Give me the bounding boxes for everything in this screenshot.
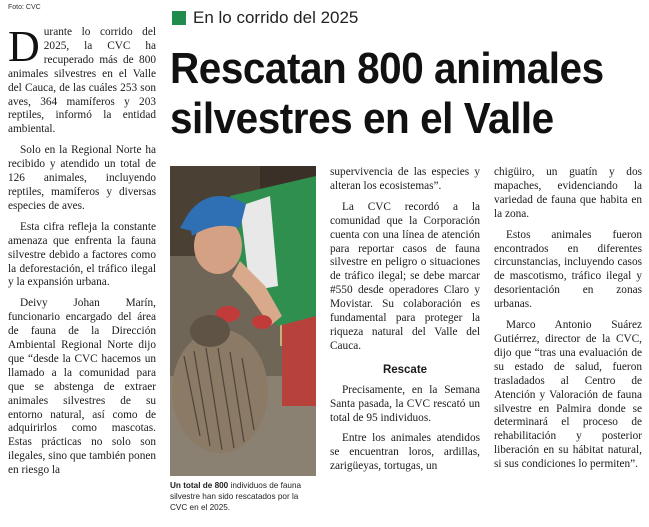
headline-line-2: silvestres en el Valle (170, 94, 554, 143)
article-column-3 (330, 166, 480, 481)
photo-illustration (170, 166, 316, 476)
paragraph: Entre los animales atendidos se encuentran loros, ardillas, zarigüeyas, tortugas, un (330, 432, 480, 473)
paragraph: supervivencia de las especies y alteran los ecosistemas”. (330, 166, 480, 192)
paragraph: Deivy Johan Marín, funcionario encargado del área de fauna de la Dirección Ambiental Regional Norte dijo que “desde la CVC hacemos un llamado a la comunidad para que se abstenga de extraer animales silvestres de su entorno natural, así como de adquirirlos como mascotas. Estas prácticas no solo son ilegales, sino que también ponen en riesgo la (8, 297, 156, 477)
article-column-4 (494, 166, 642, 479)
paragraph: Estos animales fueron encontrados en diferentes circunstancias, incluyendo casos de mascotismo, tráfico ilegal y desorientación en zonas urbanas. (494, 228, 642, 311)
article-photo (170, 166, 316, 476)
paragraph: La CVC recordó a la comunidad que la Corporación cuenta con una línea de atención para reportar casos de fauna silvestre en peligro o situaciones de tráfico ilegal; se debe marcar #550 desde operadores Claro y Movistar. Su colaboración es fundamental para proteger la riqueza natural del Valle del Cauca. (330, 200, 480, 352)
paragraph: Solo en la Regional Norte ha recibido y atendido un total de 126 animales, incluyendo reptiles, mamíferos y diversas especies de aves. (8, 144, 156, 212)
paragraph: Precisamente, en la Semana Santa pasada, la CVC rescató un total de 95 individuos. (330, 383, 480, 424)
paragraph-text: urante lo corrido del 2025, la CVC ha recuperado más de 800 animales silvestres en el Valle del Cauca, de las cuáles 253 son aves, 364 mamíferos y 203 reptiles, informó la entidad ambiental. (8, 26, 156, 136)
paragraph: Marco Antonio Suárez Gutiérrez, director de la CVC, dijo que “tras una evaluación de su estado de salud, fueron trasladados al Centro de Atención y Valoración de fauna silvestre en Palmira donde se determinará el proceso de rehabilitación y posterior liberación en su hábitat natural, si sus condiciones lo permiten”. (494, 319, 642, 471)
caption-bold: Un total de 800 (170, 481, 229, 490)
photo-caption (170, 480, 316, 513)
paragraph: Esta cifra refleja la constante amenaza que enfrenta la fauna silvestre debido a factores como la deforestación, el tráfico ilegal y la expansión urbana. (8, 220, 156, 289)
paragraph: chigüiro, un guatín y dos mapaches, evidenciando la variedad de fauna que habita en la zona. (494, 166, 642, 220)
drop-cap: D (8, 22, 40, 71)
headline (170, 44, 607, 144)
headline-line-1: Rescatan 800 animales (170, 44, 604, 93)
article-column-1 (8, 22, 156, 485)
caption-text: individuos de fauna silvestre han sido rescatados por la CVC en el 2025. (170, 481, 302, 512)
section-tag-square (172, 11, 186, 25)
section-tag (172, 7, 358, 29)
paragraph (8, 22, 156, 137)
section-tag-text: En lo corrido del 2025 (193, 8, 359, 27)
photo-credit: Foto: CVC (8, 4, 41, 11)
subheading-rescate: Rescate (382, 363, 428, 376)
